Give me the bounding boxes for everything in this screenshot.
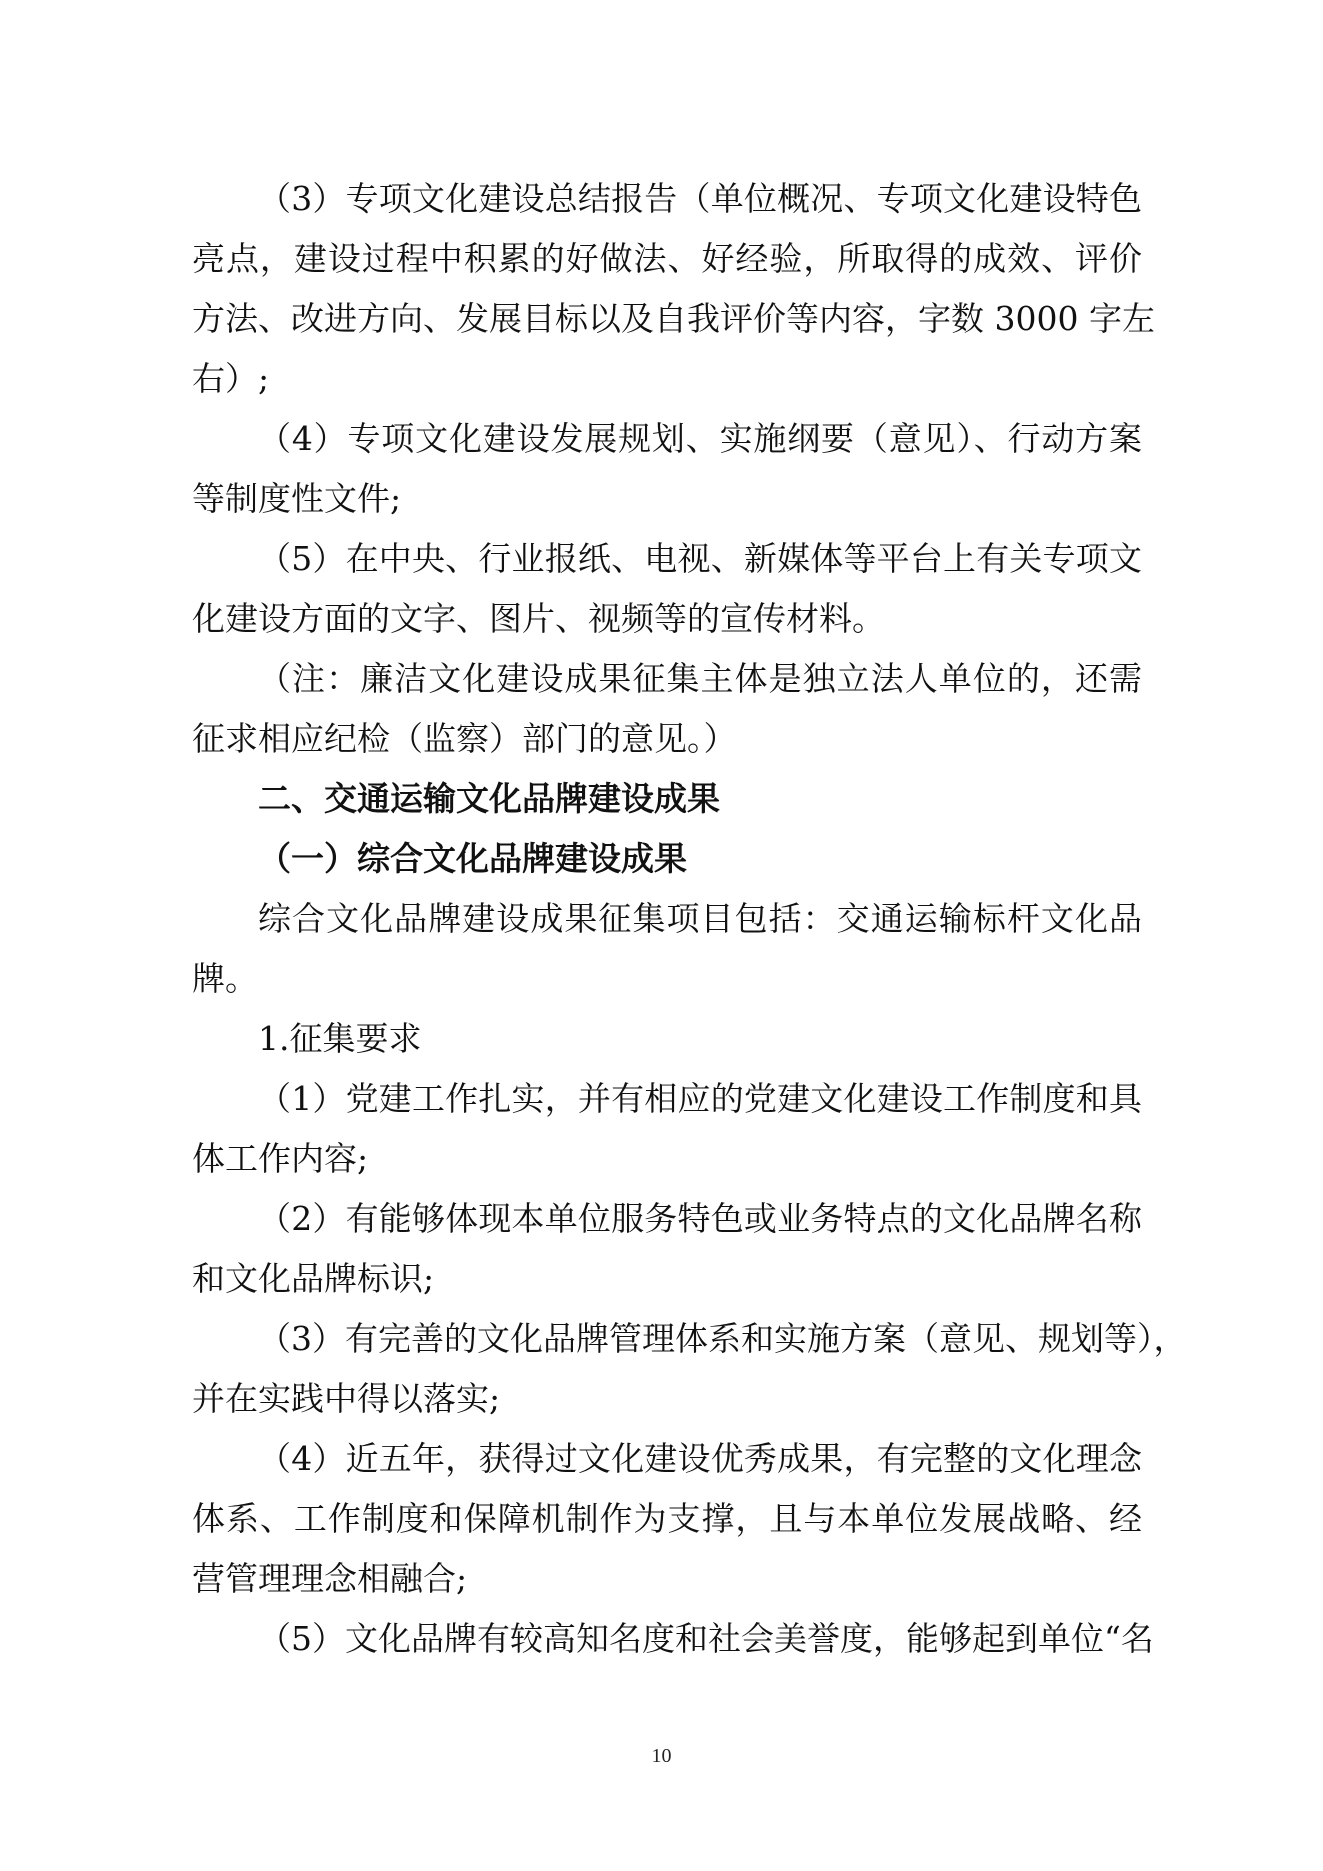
item-5-publicity-materials-line-1: （5）在中央、行业报纸、电视、新媒体等平台上有关专项文 (258, 539, 1142, 578)
requirement-1-line-1: （1）党建工作扎实，并有相应的党建文化建设工作制度和具 (258, 1079, 1142, 1118)
note-line-2: 征求相应纪检（监察）部门的意见。） (192, 719, 737, 758)
requirement-4-line-3: 营管理理念相融合; (192, 1559, 468, 1598)
item-4-development-plan-line-2: 等制度性文件; (192, 479, 402, 518)
requirements-heading: 1.征集要求 (258, 1019, 422, 1058)
item-3-summary-report-line-1: （3）专项文化建设总结报告（单位概况、专项文化建设特色 (258, 179, 1142, 218)
requirement-4-line-1: （4）近五年，获得过文化建设优秀成果，有完整的文化理念 (258, 1439, 1142, 1478)
intro-paragraph-line-1: 综合文化品牌建设成果征集项目包括：交通运输标杆文化品 (258, 899, 1142, 938)
item-5-publicity-materials-line-2: 化建设方面的文字、图片、视频等的宣传材料。 (192, 599, 885, 638)
item-4-development-plan-line-1: （4）专项文化建设发展规划、实施纲要（意见）、行动方案 (258, 419, 1142, 458)
intro-paragraph-line-2: 牌。 (192, 959, 258, 998)
requirement-4-line-2: 体系、工作制度和保障机制作为支撑，且与本单位发展战略、经 (192, 1499, 1142, 1538)
subsection-heading-1: （一）综合文化品牌建设成果 (258, 839, 687, 878)
section-heading-2: 二、交通运输文化品牌建设成果 (258, 779, 720, 818)
requirement-5-line-1: （5）文化品牌有较高知名度和社会美誉度，能够起到单位“名 (258, 1619, 1154, 1658)
item-3-summary-report-line-2: 亮点，建设过程中积累的好做法、好经验，所取得的成效、评价 (192, 239, 1142, 278)
requirement-2-line-2: 和文化品牌标识; (192, 1259, 435, 1298)
note-line-1: （注：廉洁文化建设成果征集主体是独立法人单位的，还需 (258, 659, 1142, 698)
requirement-2-line-1: （2）有能够体现本单位服务特色或业务特点的文化品牌名称 (258, 1199, 1142, 1238)
requirement-1-line-2: 体工作内容; (192, 1139, 369, 1178)
requirement-3-line-2: 并在实践中得以落实; (192, 1379, 501, 1418)
page-number: 10 (651, 1745, 672, 1767)
requirement-3-line-1: （3）有完善的文化品牌管理体系和实施方案（意见、规划等）， (258, 1319, 1187, 1358)
item-3-summary-report-line-3: 方法、改进方向、发展目标以及自我评价等内容，字数 3000 字左 (192, 299, 1155, 338)
item-3-summary-report-line-4: 右）; (192, 359, 270, 398)
